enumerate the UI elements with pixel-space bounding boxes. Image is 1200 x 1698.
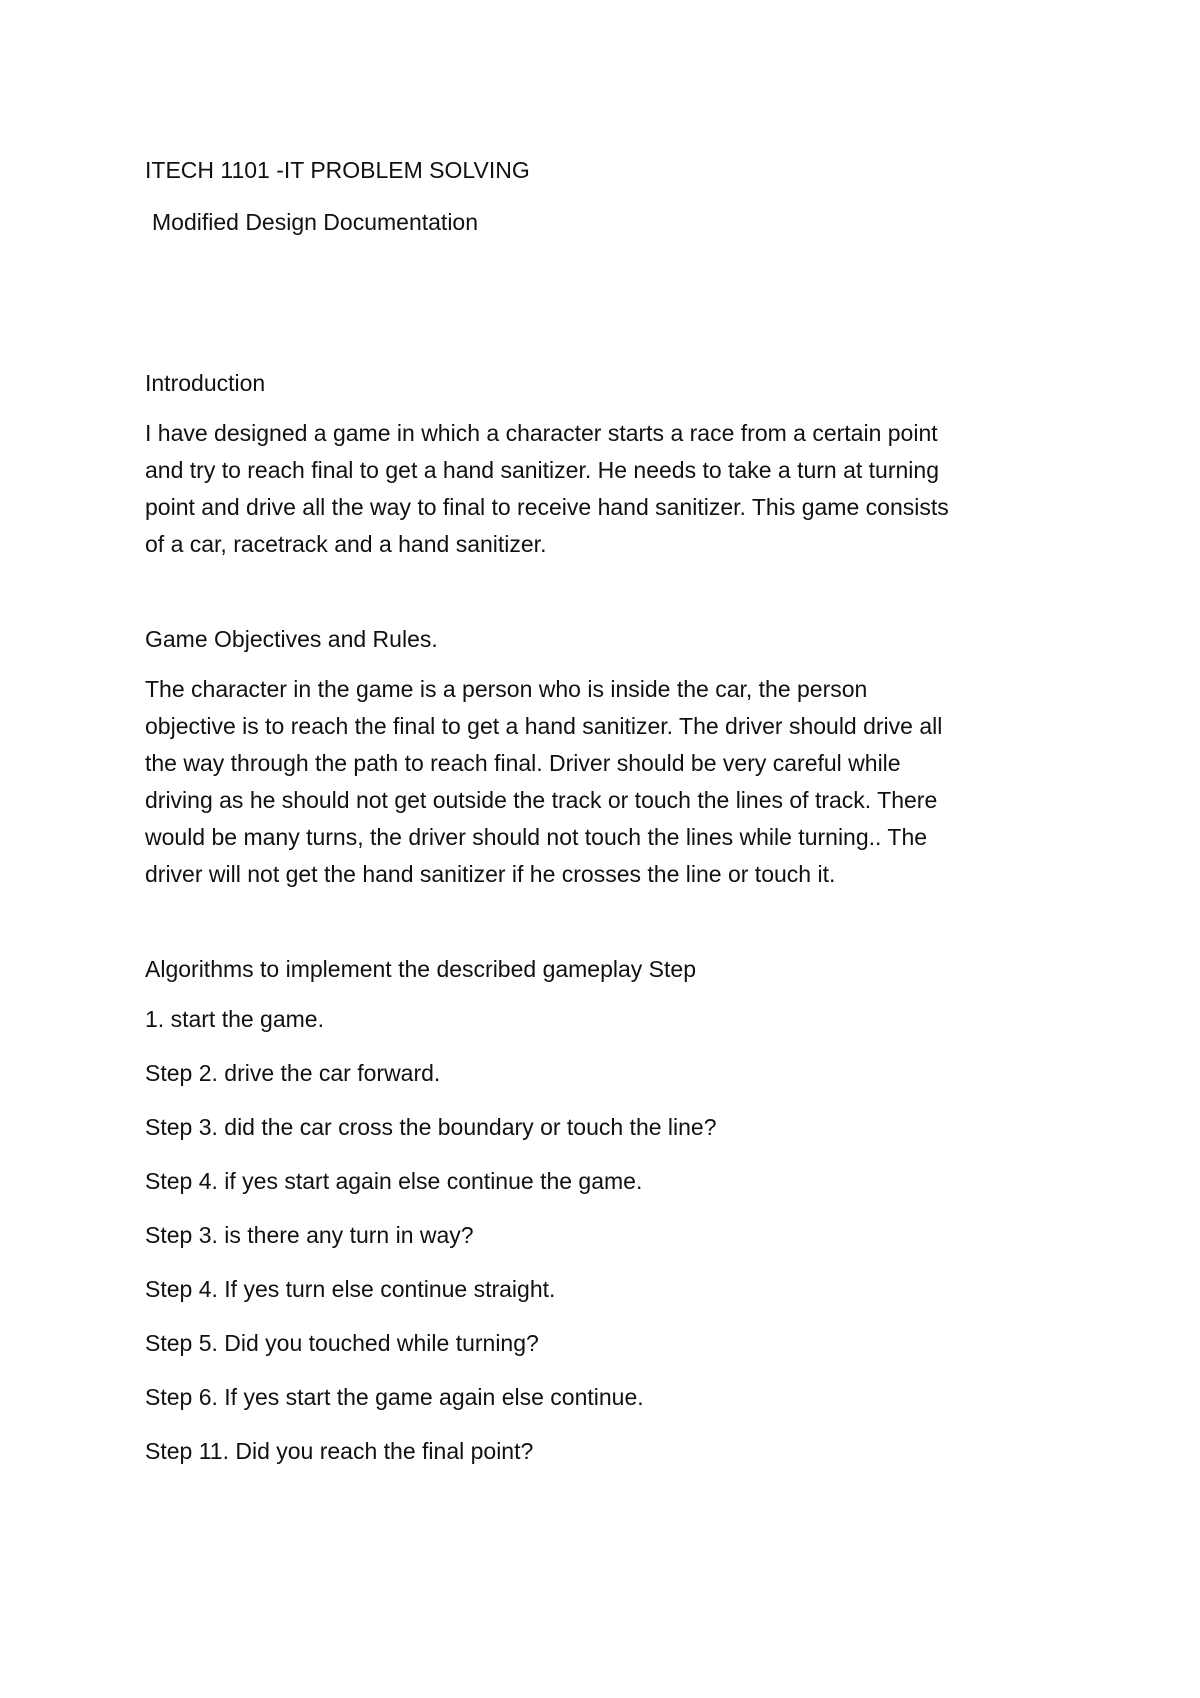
algorithm-step: Step 3. did the car cross the boundary or touch the line?: [145, 1114, 717, 1140]
paragraph-line: objective is to reach the final to get a hand sanitizer. The driver should drive all: [145, 713, 943, 739]
paragraph-line: would be many turns, the driver should not touch the lines while turning.. The: [145, 824, 928, 850]
paragraph-line: I have designed a game in which a character starts a race from a certain point: [145, 420, 938, 446]
algorithms-heading: Algorithms to implement the described gameplay Step: [145, 956, 697, 982]
rules-heading: Game Objectives and Rules.: [145, 626, 438, 652]
algorithm-step: Step 4. If yes turn else continue straight.: [145, 1276, 556, 1302]
algorithm-step: Step 2. drive the car forward.: [145, 1060, 441, 1086]
algorithm-steps-list: [145, 1001, 1075, 1470]
course-title: ITECH 1101 -IT PROBLEM SOLVING: [145, 157, 530, 183]
paragraph-line: the way through the path to reach final. Driver should be very careful while: [145, 750, 901, 776]
document-body: [145, 152, 1075, 1470]
paragraph-line: driver will not get the hand sanitizer if he crosses the line or touch it.: [145, 861, 836, 887]
document-subtitle: Modified Design Documentation: [152, 209, 479, 235]
algorithm-step: Step 5. Did you touched while turning?: [145, 1330, 539, 1356]
algorithm-step: Step 3. is there any turn in way?: [145, 1222, 474, 1248]
rules-paragraph: [145, 671, 1075, 893]
introduction-heading: Introduction: [145, 370, 266, 396]
paragraph-line: of a car, racetrack and a hand sanitizer.: [145, 531, 547, 557]
algorithm-step: Step 4. if yes start again else continue the game.: [145, 1168, 643, 1194]
algorithm-step: Step 11. Did you reach the final point?: [145, 1438, 534, 1464]
paragraph-line: point and drive all the way to final to receive hand sanitizer. This game consists: [145, 494, 949, 520]
paragraph-line: The character in the game is a person who is inside the car, the person: [145, 676, 868, 702]
algorithm-step: 1. start the game.: [145, 1006, 324, 1032]
algorithm-step: Step 6. If yes start the game again else continue.: [145, 1384, 644, 1410]
paragraph-line: driving as he should not get outside the track or touch the lines of track. There: [145, 787, 938, 813]
paragraph-line: and try to reach final to get a hand sanitizer. He needs to take a turn at turning: [145, 457, 939, 483]
introduction-paragraph: [145, 415, 1075, 563]
